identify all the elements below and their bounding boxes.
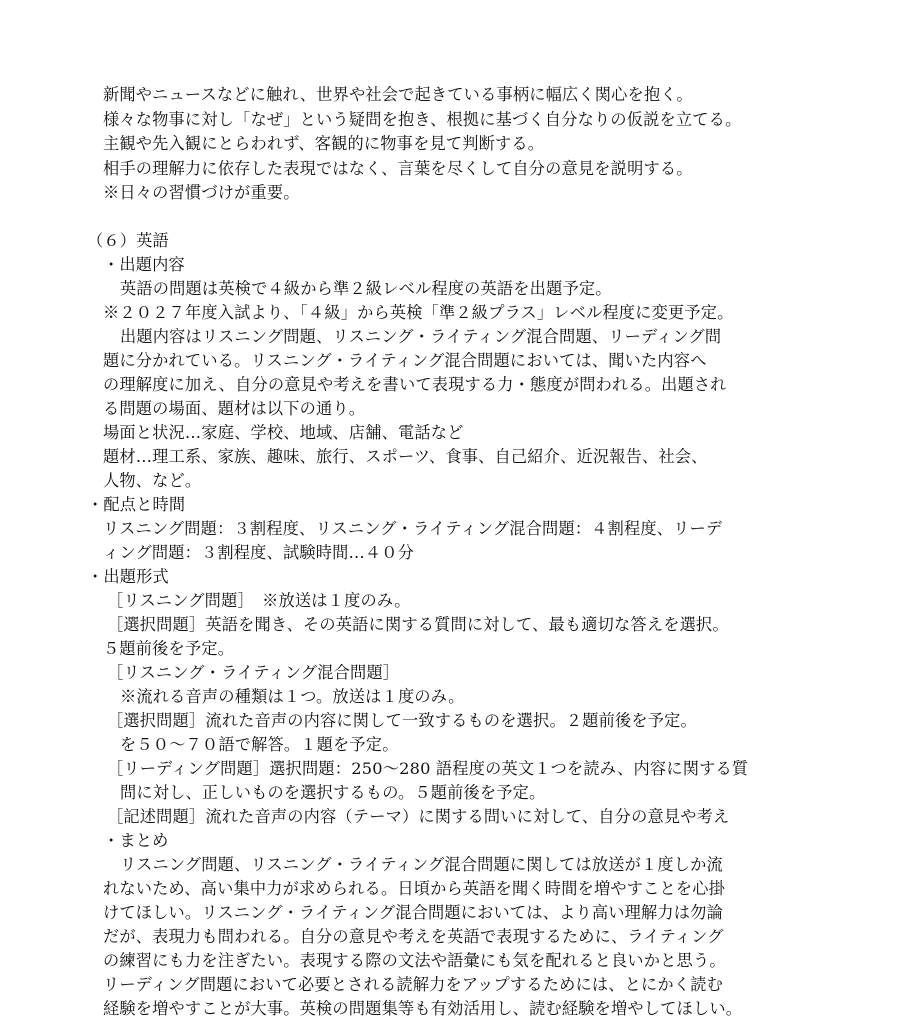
subsection-title-format: ・出題形式	[87, 567, 169, 586]
subsection-title-summary: ・まとめ	[103, 831, 169, 850]
summary-line: けてほしい。リスニング・ライティング混合問題においては、より高い理解力は勿論	[103, 903, 723, 922]
content-line: の理解度に加え、自分の意見や考えを書いて表現する力・態度が問われる。出題され	[103, 375, 727, 394]
summary-line: 経験を増やすことが大事。英検の問題集等も有効活用し、読む経験を増やしてほしい。	[103, 999, 743, 1018]
intro-line: 相手の理解力に依存した表現ではなく、言葉を尽くして自分の意見を説明する。	[103, 159, 693, 178]
content-line: 英語の問題は英検で４級から準２級レベル程度の英語を出題予定。	[120, 279, 612, 298]
content-line: る問題の場面、題材は以下の通り。	[103, 399, 366, 418]
summary-line: れないため、高い集中力が求められる。日頃から英語を聞く時間を増やすことを心掛	[103, 879, 726, 898]
content-line: 題に分かれている。リスニング・ライティング混合問題においては、聞いた内容へ	[103, 351, 707, 370]
format-line: ［記述問題］流れた音声の内容（テーマ）に関する問いに対して、自分の意見や考え	[107, 807, 730, 826]
scoring-line: ィング問題：３割程度、試験時間…４０分	[103, 543, 415, 562]
subsection-title-scoring: ・配点と時間	[87, 495, 186, 514]
content-line: 場面と状況…家庭、学校、地域、店舗、電話など	[103, 423, 464, 442]
subsection-title-content: ・出題内容	[103, 255, 185, 274]
format-line: ［リスニング問題］ ※放送は１度のみ。	[107, 591, 411, 610]
summary-line: だが、表現力も問われる。自分の意見や考えを英語で表現するために、ライティング	[103, 927, 724, 946]
format-line: ［リスニング・ライティング混合問題］	[107, 663, 400, 682]
section-heading: （６）英語	[87, 231, 169, 250]
content-line: 題材…理工系、家族、趣味、旅行、スポーツ、食事、自己紹介、近況報告、社会、	[103, 447, 708, 466]
content-line: 出題内容はリスニング問題、リスニング・ライティング混合問題、リーディング問	[120, 327, 722, 346]
intro-line: 主観や先入観にとらわれず、客観的に物事を見て判断する。	[103, 134, 545, 153]
content-line: 人物、など。	[103, 471, 202, 490]
intro-line: 様々な物事に対し「なぜ」という疑問を抱き、根拠に基づく自分なりの仮説を立てる。	[103, 110, 742, 129]
format-line: ５題前後を予定。	[103, 639, 235, 658]
content-line: ※２０２７年度入試より、「４級」から英検「準２級プラス」レベル程度に変更予定。	[103, 303, 734, 322]
format-line: ［リーディング問題］選択問題：250～280 語程度の英文１つを読み、内容に関する質	[107, 759, 749, 778]
intro-line: 新聞やニュースなどに触れ、世界や社会で起きている事柄に幅広く関心を抱く。	[103, 85, 693, 104]
format-line: ［選択問題］英語を聞き、その英語に関する質問に対して、最も適切な答えを選択。	[107, 615, 729, 634]
summary-line: リスニング問題、リスニング・ライティング混合問題に関しては放送が１度しか流	[120, 855, 723, 874]
format-line: ［選択問題］流れた音声の内容に関して一致するものを選択。２題前後を予定。	[107, 711, 697, 730]
intro-line: ※日々の習慣づけが重要。	[103, 183, 300, 202]
format-line: を５０～７０語で解答。１題を予定。	[120, 735, 399, 754]
summary-line: の練習にも力を注ぎたい。表現する際の文法や語彙にも気を配れると良いかと思う。	[103, 951, 726, 970]
format-line: 問に対し、正しいものを選択するもの。５題前後を予定。	[120, 783, 546, 802]
summary-line: リーディング問題において必要とされる読解力をアップするためには、とにかく読む	[103, 975, 723, 994]
scoring-line: リスニング問題：３割程度、リスニング・ライティング混合問題：４割程度、リーデ	[103, 519, 723, 538]
format-line: ※流れる音声の種類は１つ。放送は１度のみ。	[120, 687, 465, 706]
